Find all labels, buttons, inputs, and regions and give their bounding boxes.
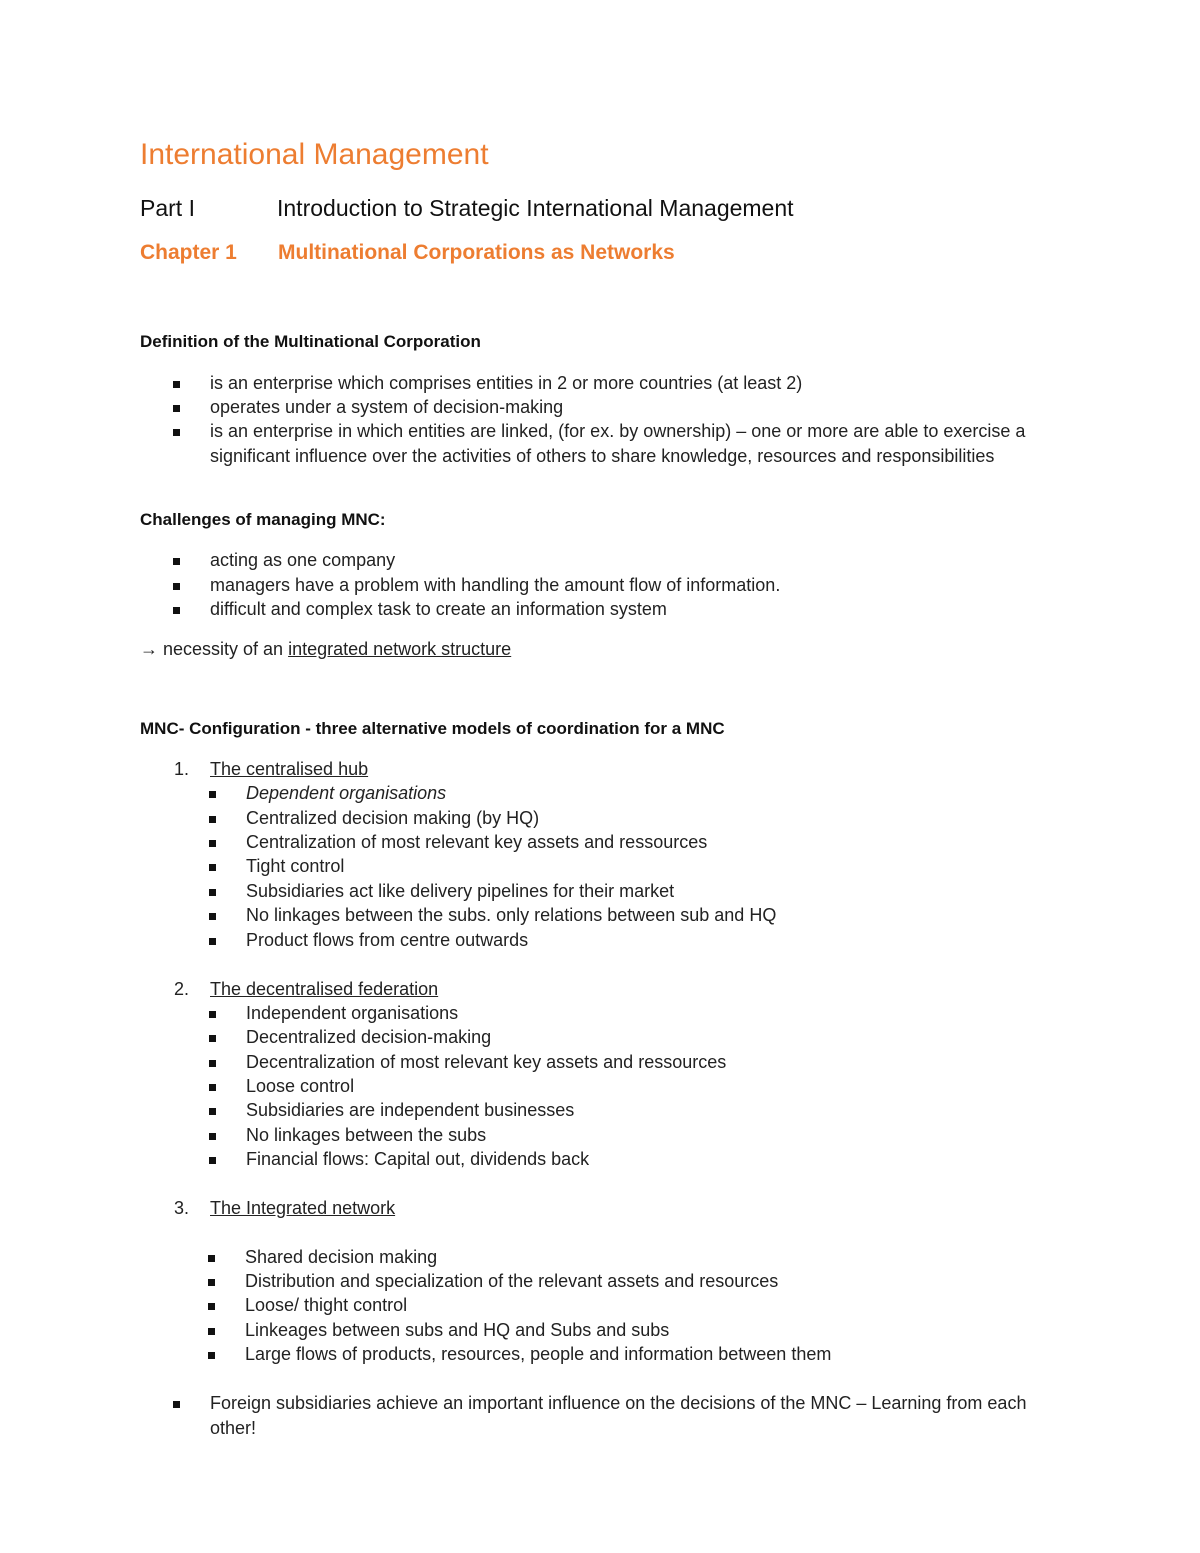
integrated-network-structure-text: integrated network structure xyxy=(288,639,512,659)
bullet-icon xyxy=(209,889,216,896)
list-item-text: is an enterprise which comprises entities in 2 or more countries (at least 2) xyxy=(210,373,803,393)
document-title: International Management xyxy=(140,138,489,171)
list-item xyxy=(245,1293,407,1318)
bullet-icon xyxy=(209,1157,216,1164)
list-item xyxy=(246,1050,726,1075)
bullet-icon xyxy=(173,558,180,565)
model-title-text: The centralised hub xyxy=(210,759,369,779)
configuration-heading: MNC- Configuration - three alternative models of coordination for a MNC xyxy=(140,719,725,738)
list-item-text: No linkages between the subs xyxy=(246,1125,487,1145)
list-item xyxy=(245,1342,831,1367)
list-item-text: Financial flows: Capital out, dividends back xyxy=(246,1149,590,1169)
model-title xyxy=(174,977,439,1002)
conclusion-line xyxy=(140,637,511,662)
list-item xyxy=(246,781,446,806)
list-item-text: Loose/ thight control xyxy=(245,1295,408,1315)
bullet-icon xyxy=(173,607,180,614)
part-title: Introduction to Strategic International Management xyxy=(277,195,794,221)
list-item-text: acting as one company xyxy=(210,550,396,570)
list-item-text: Foreign subsidiaries achieve an important influence on the decisions of the MNC – Learning from each other! xyxy=(210,1393,1027,1438)
bullet-icon xyxy=(209,913,216,920)
bullet-icon xyxy=(209,1133,216,1140)
list-item-text: Dependent organisations xyxy=(246,783,447,803)
chapter-title: Multinational Corporations as Networks xyxy=(278,241,675,264)
list-item xyxy=(210,371,802,396)
list-item xyxy=(210,597,667,622)
model-title-text: The Integrated network xyxy=(210,1198,396,1218)
bullet-icon xyxy=(209,1060,216,1067)
list-item xyxy=(246,1123,486,1148)
list-item-text: Decentralization of most relevant key assets and ressources xyxy=(246,1052,727,1072)
list-item-text: Centralized decision making (by HQ) xyxy=(246,808,540,828)
bullet-icon xyxy=(173,429,180,436)
bullet-icon xyxy=(173,1401,180,1408)
model-title xyxy=(174,757,369,782)
list-item xyxy=(246,903,776,928)
bullet-icon xyxy=(209,1108,216,1115)
model-title xyxy=(174,1196,396,1221)
bullet-icon xyxy=(209,1011,216,1018)
list-item-text: difficult and complex task to create an information system xyxy=(210,599,667,619)
bullet-icon xyxy=(208,1328,215,1335)
list-item xyxy=(210,548,395,573)
list-item-text: Independent organisations xyxy=(246,1003,459,1023)
list-item xyxy=(246,830,707,855)
list-item xyxy=(246,1001,458,1026)
bullet-icon xyxy=(209,840,216,847)
list-item-text: Linkeages between subs and HQ and Subs and subs xyxy=(245,1320,670,1340)
list-item-text: Large flows of products, resources, people and information between them xyxy=(245,1344,832,1364)
bullet-icon xyxy=(208,1303,215,1310)
list-item-text: managers have a problem with handling the amount flow of information. xyxy=(210,575,781,595)
list-item-text: Loose control xyxy=(246,1076,355,1096)
list-item-text: Shared decision making xyxy=(245,1247,438,1267)
list-item-text: Centralization of most relevant key assets and ressources xyxy=(246,832,708,852)
list-item-text: is an enterprise in which entities are linked, (for ex. by ownership) – one or more are able to exercise a significant influence over the activities of others to share knowledge, resources and responsibilities xyxy=(210,421,1026,466)
bullet-icon xyxy=(209,1035,216,1042)
list-item xyxy=(246,1098,574,1123)
list-item-text: operates under a system of decision-making xyxy=(210,397,564,417)
list-item xyxy=(246,806,539,831)
bullet-icon xyxy=(208,1279,215,1286)
conclusion-text: → necessity of an xyxy=(140,639,289,659)
bullet-icon xyxy=(208,1352,215,1359)
bullet-icon xyxy=(209,938,216,945)
list-item xyxy=(246,879,674,904)
list-item-text: Distribution and specialization of the relevant assets and resources xyxy=(245,1271,779,1291)
challenges-heading: Challenges of managing MNC: xyxy=(140,510,386,529)
list-item xyxy=(210,395,563,420)
list-item xyxy=(210,1391,1060,1440)
list-item-text: Tight control xyxy=(246,856,345,876)
bullet-icon xyxy=(209,791,216,798)
list-item-text: No linkages between the subs. only relations between sub and HQ xyxy=(246,905,777,925)
list-item xyxy=(246,928,528,953)
list-item xyxy=(246,1025,491,1050)
list-item xyxy=(210,419,1035,468)
definition-heading: Definition of the Multinational Corporation xyxy=(140,332,481,351)
bullet-icon xyxy=(173,405,180,412)
list-item xyxy=(246,854,344,879)
list-item-text: Subsidiaries act like delivery pipelines for their market xyxy=(246,881,675,901)
list-item xyxy=(210,573,780,598)
list-item xyxy=(246,1147,589,1172)
list-item-text: Decentralized decision-making xyxy=(246,1027,492,1047)
list-item-text: Subsidiaries are independent businesses xyxy=(246,1100,575,1120)
list-number: 1. xyxy=(174,759,190,779)
chapter-label: Chapter 1 xyxy=(140,241,237,264)
list-item xyxy=(245,1318,669,1343)
bullet-icon xyxy=(173,381,180,388)
list-item xyxy=(245,1245,437,1270)
bullet-icon xyxy=(173,583,180,590)
list-item-text: Product flows from centre outwards xyxy=(246,930,529,950)
part-label: Part I xyxy=(140,195,195,221)
list-item xyxy=(245,1269,778,1294)
bullet-icon xyxy=(209,816,216,823)
bullet-icon xyxy=(209,1084,216,1091)
bullet-icon xyxy=(208,1255,215,1262)
bullet-icon xyxy=(209,864,216,871)
list-number: 2. xyxy=(174,979,190,999)
list-item xyxy=(246,1074,354,1099)
model-title-text: The decentralised federation xyxy=(210,979,439,999)
list-number: 3. xyxy=(174,1198,190,1218)
